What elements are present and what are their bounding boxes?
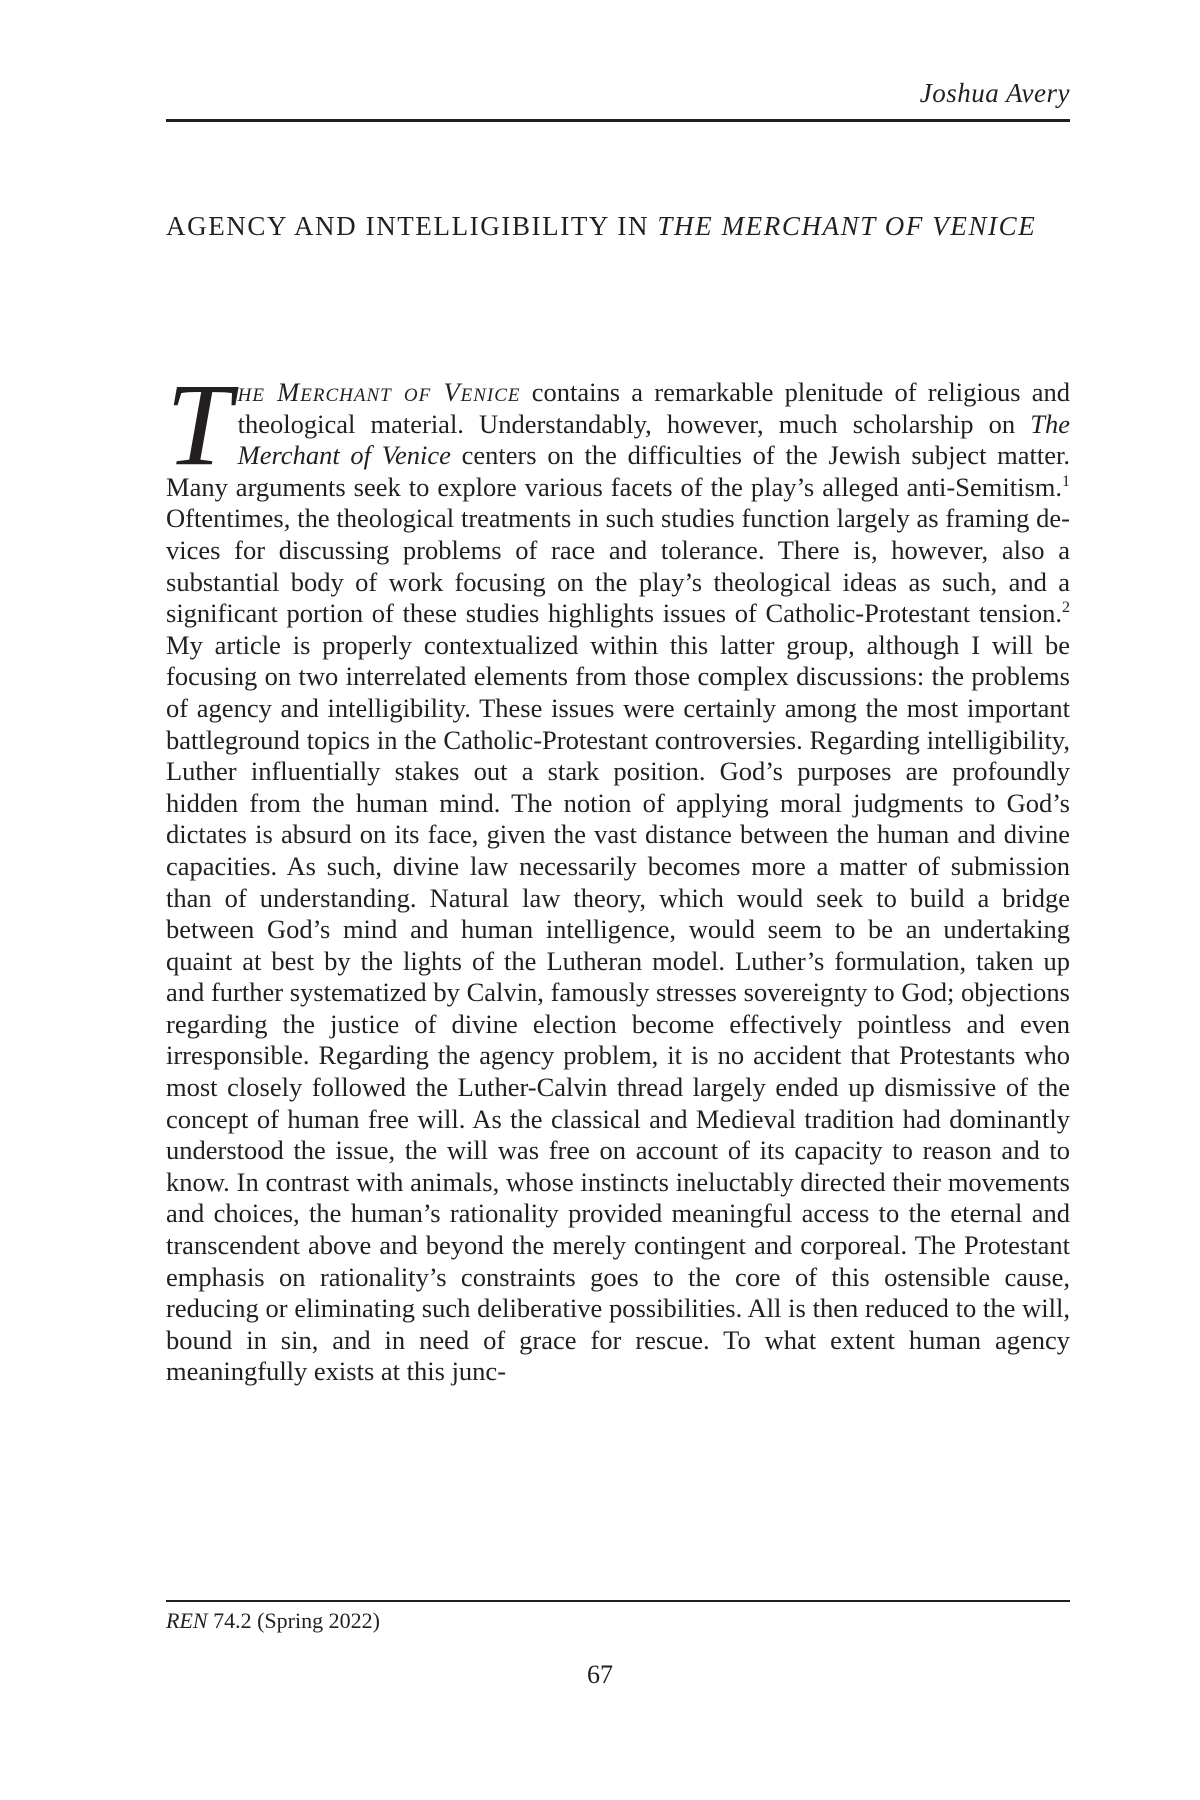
footnote-ref-2: 2 (1062, 599, 1070, 617)
journal-issue: 74.2 (Spring 2022) (207, 1608, 380, 1633)
page-number: 67 (587, 1660, 613, 1689)
body-segment-1: contains a remarkable plenitude of religious and theological material. Understandably, however, much scholarship on (237, 377, 1070, 439)
body-segment-3: Oftentimes, the theological treatments in such studies function largely as framing devices for discussing problems of race and tolerance. There is, however, also a substantial body of work focusing on the play’s theological ideas as such, and a significant portion of these studies highlights issues of Catholic-Protestant tension. (166, 503, 1070, 629)
article-title (166, 208, 1046, 244)
article-title-prefix: AGENCY AND INTELLIGIBILITY IN (166, 211, 658, 241)
body-italic-title: The Merchant of Venice (237, 408, 1070, 471)
header-rule (166, 119, 1070, 122)
drop-cap: T (166, 359, 232, 490)
body-segment-4: My article is properly contextualized within this latter group, although I will be focusing on two interrelated elements from those complex discussions: the problems of agency and intelligibility. These issues were certainly among the most important battleground topics in the Catholic-Protestant controversies. Regarding intelligibility, Luther influentially stakes out a stark position. God’s purposes are profoundly hidden from the human mind. The notion of applying moral judgments to God’s dictates is absurd on its face, given the vast distance between the human and divine capacities. As such, divine law necessarily becomes more a matter of submission than of understanding. Natural law theory, which would seek to build a bridge between God’s mind and human intelligence, would seem to be an undertaking quaint at best by the lights of the Lutheran model. Luther’s formulation, taken up and further systematized by Calvin, famously stresses sovereignty to God; objections regarding the justice of divine election become effectively pointless and even irresponsible. Regarding the agency problem, it is no accident that Protestants who most closely followed the Luther-Calvin thread largely ended up dismissive of the concept of human free will. As the classical and Medieval tradition had dominantly understood the issue, the will was free on account of its capacity to reason and to know. In contrast with animals, whose instincts ineluctably directed their movements and choices, the human’s rationality provided meaningful access to the eternal and transcendent above and beyond the merely contingent and corporeal. The Protestant emphasis on rationality’s constraints goes to the core of this ostensible cause, reducing or eliminating such deliberative possibilities. All is then reduced to the will, bound in sin, and in need of grace for rescue. To what extent human agency meaningfully exists at this junc- (166, 629, 1070, 1387)
body-segment-2: centers on the difficulties of the Jewish subject matter. Many arguments seek to explore various facets of the play’s alleged anti-Semitism. (166, 440, 1070, 502)
journal-citation (166, 1608, 380, 1634)
footer-rule (166, 1600, 1070, 1602)
journal-abbrev: REN (166, 1608, 208, 1633)
article-title-italic: THE MERCHANT OF VENICE (657, 211, 1037, 241)
running-header-author: Joshua Avery (919, 78, 1070, 108)
footnote-ref-1: 1 (1062, 472, 1070, 490)
body-paragraph (166, 359, 1070, 1388)
opening-smallcaps: he Merchant of Venice (237, 377, 521, 407)
